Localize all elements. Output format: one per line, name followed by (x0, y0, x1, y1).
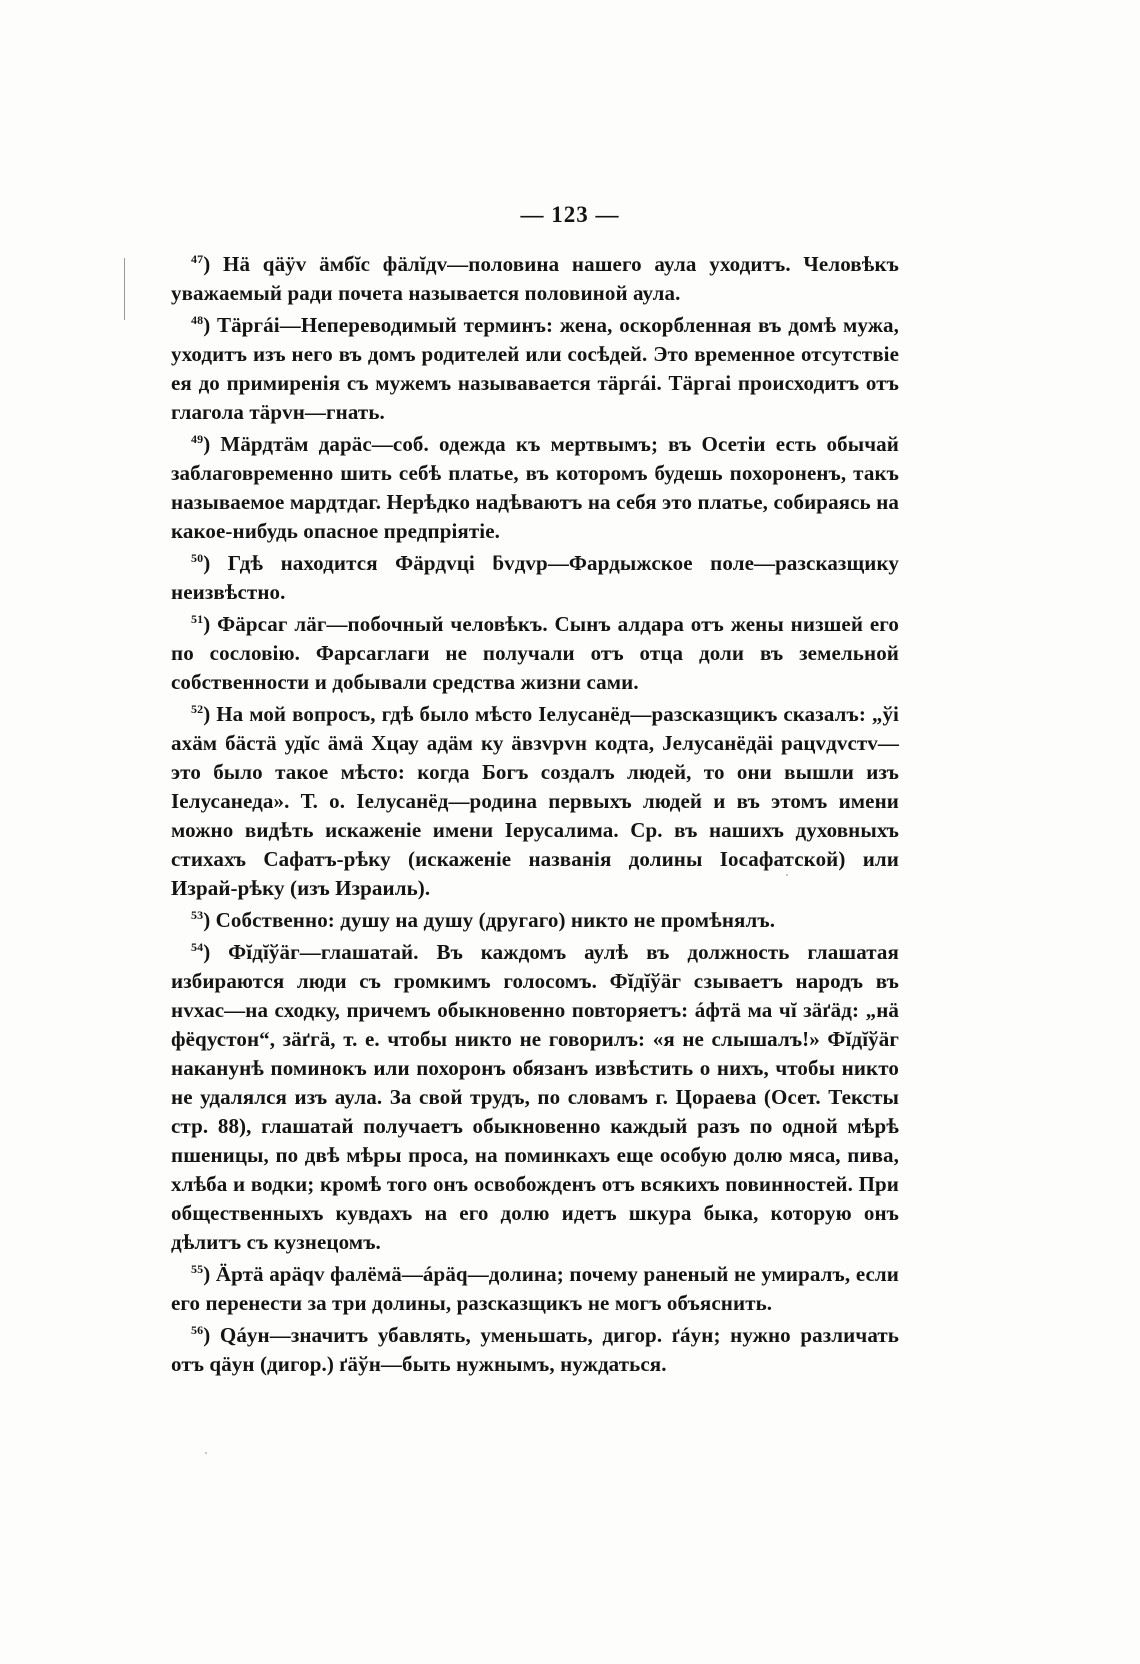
margin-line (124, 258, 125, 320)
footnote-47 (171, 250, 905, 308)
footnote-text: ) Гдѣ находится Фäрдvці ƃvдvр—Фардыжское поле—разсказщику неизвѣстно. (171, 551, 905, 604)
footnote-text: ) Фĭдĭўäг—глашатай. Въ каждомъ аулѣ въ должность глашатая избираются люди съ громкимъ голосомъ. Фĭдĭўäг сзываетъ народъ въ нvхас—на сходку, причемъ обыкновенно повторяетъ: áфтä ма чĭ зäґäд: „нä фёqустон“, зäґгä, т. е. чтобы никто не говорилъ: «я не слышалъ!» Фĭдĭўäг наканунѣ поминокъ или похоронъ обязанъ извѣстить о нихъ, чтобы никто не удалялся изъ аула. За свой трудъ, по словамъ г. Цораева (Осет. Тексты стр. 88), глашатай получаетъ обыкновенно каждый разъ по одной мѣрѣ пшеницы, по двѣ мѣры проса, на поминкахъ еще особую долю мяса, пива, хлѣба и водки; кромѣ того онъ освобожденъ отъ всякихъ повинностей. При общественныхъ кувдахъ на его долю идетъ шкура быка, которую онъ дѣлитъ съ кузнецомъ. (171, 940, 905, 1254)
footnote-number: 50 (191, 551, 204, 565)
footnote-number: 47 (191, 252, 204, 266)
footnote-number: 53 (191, 908, 204, 922)
footnote-number: 56 (191, 1323, 204, 1337)
footnote-text: ) Äртä арäqv фалёмä—áрäq—долина; почему раненый не умиралъ, если его перенести за три долины, разсказщикъ не могъ объяснить. (171, 1262, 905, 1315)
footnote-52 (171, 700, 905, 903)
page-number: — 123 — (520, 202, 620, 227)
footnote-text: ) Qáун—значитъ убавлять, уменьшать, дигор. ґáун; нужно различать отъ qäун (дигор.) ґäўн—быть нужнымъ, нуждаться. (171, 1323, 905, 1376)
footnote-number: 51 (191, 612, 204, 626)
footnote-49 (171, 430, 905, 546)
footnote-text: ) Мäрдтäм дарäс—соб. одежда къ мертвымъ; въ Осетіи есть обычай заблаговременно шить себѣ платье, въ которомъ будешь похороненъ, такъ называемое мардтдаг. Нерѣдко надѣваютъ на себя это платье, собираясь на какое-нибудь опасное предпріятіе. (171, 432, 905, 543)
footnote-53 (171, 906, 899, 935)
footnote-number: 52 (191, 702, 204, 716)
print-speck (205, 1452, 207, 1454)
footnote-text: ) Нä qäÿv äмбĭс фäлĭдv—половина нашего аула уходитъ. Человѣкъ уважаемый ради почета называется половиной аула. (171, 252, 905, 305)
footnote-56 (171, 1321, 905, 1379)
footnote-50 (171, 549, 905, 607)
footnote-text: ) Фäрсаг лäг—побочный человѣкъ. Сынъ алдара отъ жены низшей его по сословію. Фарсаглаги не получали отъ отца доли въ земельной собственности и добывали средства жизни сами. (171, 612, 905, 694)
footnote-number: 48 (191, 313, 204, 327)
footnotes (171, 250, 905, 1382)
footnote-51 (171, 610, 905, 697)
footnote-55 (171, 1260, 905, 1318)
footnote-number: 55 (191, 1262, 204, 1276)
footnote-number: 49 (191, 432, 204, 446)
footnote-text: ) Тäргáі—Непереводимый терминъ: жена, оскорбленная въ домѣ мужа, уходитъ изъ него въ домъ родителей или сосѣдей. Это временное отсутствіе ея до примиренія съ мужемъ называвается тäргáі. Тäргаі происходитъ отъ глагола тäрvн—гнать. (171, 313, 905, 424)
footnote-54 (171, 938, 905, 1257)
footnote-text: ) На мой вопросъ, гдѣ было мѣсто Іелусанёд—разсказщикъ сказалъ: „ўі ахäм бäстä удĭс äмä Хцау адäм ку äвзvрvн кодта, Јелусанёдäі рацvдvстv—это было такое мѣсто: когда Богъ создалъ людей, то они вышли изъ Іелусанеда». Т. о. Іелусанёд—родина первыхъ людей и въ этомъ имени можно видѣть искаженіе имени Іерусалима. Ср. въ нашихъ духовныхъ стихахъ Сафатъ-рѣку (искаженіе названія долины Іосафатской) или Израй-рѣку (изъ Израиль). (171, 702, 905, 900)
footnote-48 (171, 311, 905, 427)
footnote-text: ) Собственно: душу на душу (другаго) никто не промѣнялъ. (203, 908, 776, 932)
footnote-number: 54 (191, 940, 204, 954)
